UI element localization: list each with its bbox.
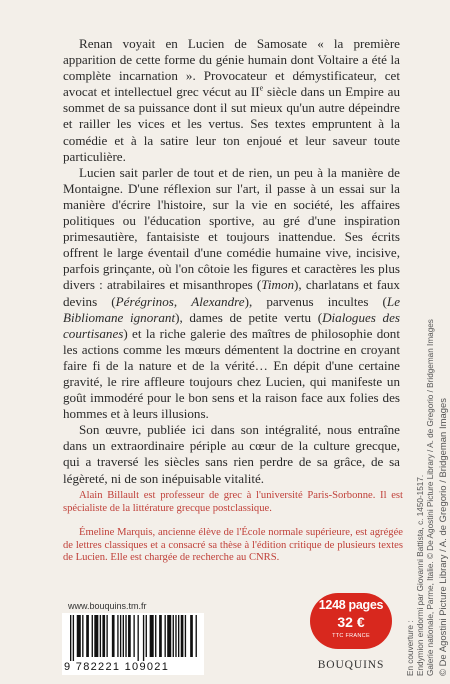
- barcode-bar: [155, 615, 156, 657]
- barcode-bar: [112, 615, 115, 657]
- cover-credit-line-1: En couverture :: [406, 620, 415, 676]
- title-peregrinos: Pérégrinos: [115, 293, 174, 309]
- website-url: www.bouquins.tm.fr: [68, 601, 147, 611]
- cover-credit: [406, 319, 436, 676]
- barcode-bar: [167, 615, 171, 657]
- barcode-bar: [173, 615, 174, 657]
- barcode-bar: [106, 615, 107, 657]
- barcode-bar: [120, 615, 121, 657]
- barcode: [62, 613, 204, 675]
- barcode-bar: [82, 615, 83, 657]
- photo-credit: © De Agostini Picture Library / A. de Gregorio / Bridgeman Images: [437, 398, 448, 676]
- barcode-bar: [178, 615, 179, 657]
- barcode-bar: [133, 615, 134, 657]
- barcode-bar: [123, 615, 124, 657]
- barcode-bar: [150, 615, 154, 657]
- barcode-bar: [77, 615, 81, 657]
- barcode-bar: [138, 615, 139, 661]
- bio-marquis: Émeline Marquis, ancienne élève de l'École normale supérieure, est agrégée de lettres classiques et a consacré sa thèse à l'édition critique de plusieurs textes de Lucien. Elle est chargée de recherche au CNRS.: [63, 527, 403, 564]
- barcode-digits: 9 782221 109021: [64, 661, 170, 673]
- blurb-p2-sep: ,: [173, 293, 192, 309]
- barcode-bar: [146, 615, 147, 657]
- barcode-bar: [86, 615, 89, 657]
- barcode-bar: [73, 615, 74, 661]
- barcode-bar: [181, 615, 184, 657]
- blurb-paragraph-1: [63, 36, 400, 165]
- blurb-p2-b: ), charlatans et faux devins (: [63, 277, 400, 309]
- barcode-bar: [100, 615, 101, 657]
- blurb-paragraph-2: [63, 165, 400, 423]
- title-bibliomane: Le Bibliomane ignorant: [63, 293, 401, 325]
- title-dialogues: Dialogues des courtisanes: [63, 309, 400, 341]
- publisher-logo: BOUQUINS: [317, 659, 385, 671]
- title-timon: Timon: [261, 277, 295, 293]
- page-count: 1248 pages: [318, 598, 384, 612]
- title-alexandre: Alexandre: [191, 293, 245, 309]
- price-badge: [310, 593, 392, 649]
- barcode-bar: [94, 615, 98, 657]
- barcode-bar: [143, 615, 144, 661]
- barcode-bar: [102, 615, 105, 657]
- blurb-p2-d: ), dames de petite vertu (: [175, 309, 323, 325]
- blurb-paragraph-3: Son œuvre, publiée ici dans son intégralité, nous entraîne dans un extraordinaire périple au cœur de la culture grecque, qui a traversé les siècles sans rien perdre de sa grâce, de sa légèreté, ni de son inépuisable vitalité.: [63, 422, 400, 486]
- cover-credit-line-2: Endymion endormi par Giovanni Battista, c. 1450-1517.: [416, 474, 426, 676]
- price-tax-note: TTC FRANCE: [332, 633, 370, 639]
- blurb-p1-b: siècle dans un Empire au sommet de sa puissance dont il sut mieux qu'un autre dépeindre et railler les vices et les vertus. Ses textes empruntent à la comédie et à la satire leur ton enjoué et leur saveur toute particulière.: [63, 84, 401, 164]
- barcode-bar: [117, 615, 118, 657]
- barcode-bars: [68, 615, 198, 661]
- blurb-p1-a: Renan voyait en Lucien de Samosate « la première apparition de cette forme du génie humain dont Voltaire a été la complète incarnation ». Provocateur et démystificateur, cet avocat et intellectuel grec vécut au: [63, 36, 400, 100]
- price: 32 €: [337, 614, 365, 630]
- century-superscript: e: [259, 83, 264, 93]
- barcode-bar: [165, 615, 166, 657]
- barcode-bar: [175, 615, 176, 657]
- barcode-bar: [185, 615, 186, 657]
- blurb-p2-c: ), parvenus incultes (: [244, 293, 387, 309]
- century-numeral: II: [250, 84, 260, 100]
- barcode-bar: [125, 615, 126, 657]
- barcode-bar: [128, 615, 131, 657]
- bio-billault: Alain Billault est professeur de grec à l'université Paris-Sorbonne. Il est spécialiste de la littérature grecque postclassique.: [63, 490, 403, 514]
- blurb-p2-e: ) et la riche galerie des maîtres de philosophie dont les actions comme les mœurs démentent la doctrine en croyant faire fi de la nature et de la vérité… En dépit d'une certaine gravité, le rire affleure toujours chez Lucien, qui manifeste un goût immodéré pour le bon sens et la raison face aux folies des hommes et à leurs illusions.: [63, 325, 400, 422]
- barcode-bar: [92, 615, 93, 657]
- barcode-bar: [70, 615, 71, 661]
- cover-credit-line-3: Galerie nationale, Parme, Italie. © De Agostini Picture Library / A. de Gregorio / Bridgeman Images: [426, 319, 436, 676]
- author-bios: [63, 490, 403, 577]
- barcode-bar: [196, 615, 197, 657]
- blurb-text: [63, 36, 400, 487]
- barcode-bar: [159, 615, 162, 657]
- barcode-bar: [190, 615, 193, 657]
- blurb-p2-a: Lucien sait parler de tout et de rien, un peu à la manière de Montaigne. D'une réflexion sur l'art, il passe à un essai sur la manière d'écrire l'histoire, sur la vie en société, les affaires politiques ou l'éducation sportive, au gré d'une inspiration primesautière, fantaisiste et toujours inattendue. Ses écrits offrent le large éventail d'une comédie humaine vive, incisive, parfois grinçante, où l'on côtoie les figures et caractères les plus divers : atrabilaires et misanthropes (: [63, 164, 400, 293]
